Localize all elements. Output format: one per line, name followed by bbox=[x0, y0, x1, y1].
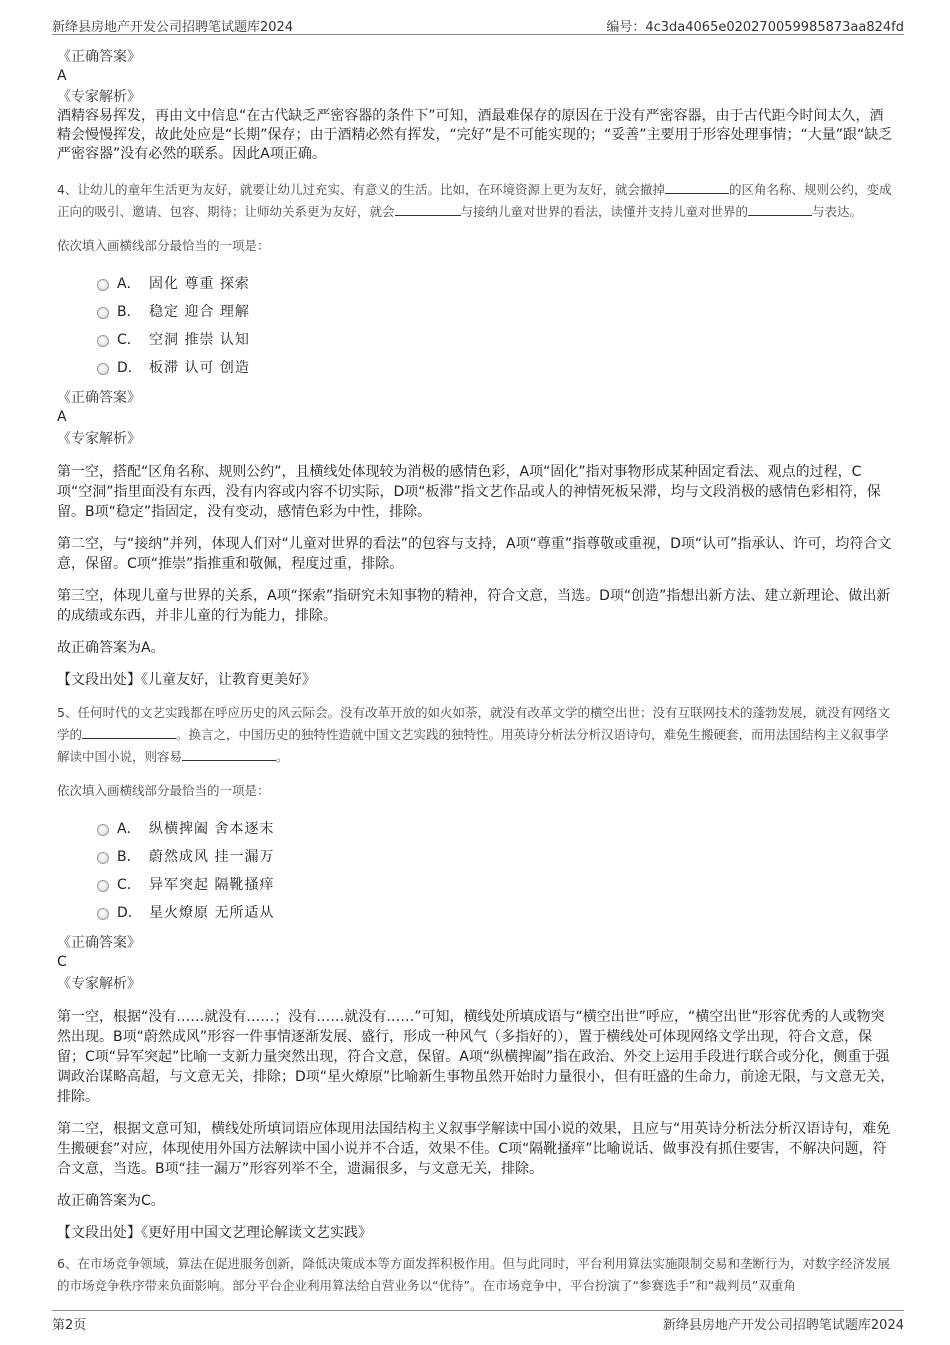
q4-option-c[interactable]: C． 空洞 推崇 认知 bbox=[57, 326, 895, 354]
analysis-label: 《专家解析》 bbox=[57, 89, 141, 105]
q4-analysis-2: 第二空，与“接纳”并列，体现人们对“儿童对世界的看法”的包容与支持，A项“尊重”指尊敬或重视，D项“认可”指承认、许可，均符合文意，保留。C项“推崇”指推重和敬佩，程度过重，排除。 bbox=[57, 536, 892, 572]
footer-page-number: 第2页 bbox=[52, 1318, 87, 1333]
q5-stem-seg2: 。换言之，中国历史的独特性造就中国文艺实践的独特性。用英诗分析法分析汉语诗句，难免生搬硬套，而用法国结构主义叙事学解读中国小说，则容易 bbox=[57, 727, 889, 764]
q4-stem-seg2: 的区角名称、规则公约，变成正向的吸引、邀请、包容、期待；让师幼关系更为友好，就会 bbox=[57, 182, 892, 219]
q5-stem-seg3: 。 bbox=[276, 749, 289, 764]
q3-analysis: 酒精容易挥发，再由文中信息“在古代缺乏严密容器的条件下”可知，酒最难保存的原因在于没有严密容器，由于古代距今时间太久，酒精会慢慢挥发，故此处应是“长期”保存；由于酒精必然有挥发，“完好”是不可能实现的；“妥善”主要用于形容处理事情；“大量”跟“缺乏严密容器”没有必然的联系。因此A项正确。 bbox=[57, 108, 893, 162]
q5-analysis-2: 第二空，根据文意可知，横线处所填词语应体现用法国结构主义叙事学解读中国小说的效果，且应与“用英诗分析法分析汉语诗句，难免生搬硬套”对应，体现使用外国方法解读中国小说并不合适，效果不佳。C项“隔靴搔痒”比喻说话、做事没有抓住要害，不解决问题，符合文意，当选。B项“挂一漏万”形容列举不全，遗漏很多，与文意无关，排除。 bbox=[57, 1121, 891, 1177]
q4-source: 【文段出处】《儿童友好，让教育更美好》 bbox=[57, 672, 316, 688]
q6-stem: 6、在市场竞争领域，算法在促进服务创新，降低决策成本等方面发挥积极作用。但与此同时，平台利用算法实施限制交易和垄断行为，对数字经济发展的市场竞争秩序带来负面影响。部分平台企业利用算法给自营业务以“优待”。在市场竞争中，平台扮演了“参赛选手”和“裁判员”双重角 bbox=[57, 1256, 890, 1293]
footer-title: 新绛县房地产开发公司招聘笔试题库2024 bbox=[662, 1318, 904, 1333]
q4-answer: A bbox=[57, 409, 67, 425]
q4-blank-2 bbox=[395, 201, 461, 216]
q5-option-c[interactable]: C． 异军突起 隔靴搔痒 bbox=[57, 871, 895, 899]
header-code-value: 4c3da4065e020270059985873aa824fd bbox=[645, 20, 904, 35]
radio-icon[interactable] bbox=[97, 279, 109, 291]
q5-blank-1 bbox=[82, 724, 176, 739]
header-title: 新绛县房地产开发公司招聘笔试题库2024 bbox=[52, 20, 294, 35]
radio-icon[interactable] bbox=[97, 363, 109, 375]
q5-analysis-1: 第一空，根据“没有……就没有……；没有……就没有……”可知，横线处所填成语与“横空出世”呼应，“横空出世”形容优秀的人或物突然出现。B项“蔚然成风”形容一件事情逐渐发展、盛行，形成一种风气（多指好的），置于横线处可体现网络文学出现，符合文意，保留；C项“异军突起”比喻一支新力量突然出现，符合文意，保留。A项“纵横捭阖”指在政治、外交上运用手段进行联合或分化，侧重于强调政治谋略高超，与文意无关，排除；D项“星火燎原”比喻新生事物虽然开始时力量很小，但有旺盛的生命力，前途无限，与文意无关，排除。 bbox=[57, 1009, 895, 1105]
header-divider bbox=[52, 34, 904, 35]
q4-analysis-1: 第一空，搭配“区角名称、规则公约”，且横线处体现较为消极的感情色彩，A项“固化”指对事物形成某种固定看法、观点的过程，C项“空洞”指里面没有东西，没有内容或内容不切实际，D项“板滞”指文艺作品或人的神情死板呆滞，均与文段消极的感情色彩相符，保留。B项“稳定”指固定，没有变动，感情色彩为中性，排除。 bbox=[57, 464, 881, 520]
answer-label: 《正确答案》 bbox=[57, 935, 141, 951]
header-code bbox=[606, 16, 904, 35]
radio-icon[interactable] bbox=[97, 852, 109, 864]
q5-option-d[interactable]: D． 星火燎原 无所适从 bbox=[57, 899, 895, 927]
q5-stem-seg1: 5、任何时代的文艺实践都在呼应历史的风云际会。没有改革开放的如火如荼，就没有改革文学的横空出世；没有互联网技术的蓬勃发展，就没有网络文学的 bbox=[57, 705, 890, 742]
header-code-label: 编号： bbox=[606, 20, 646, 35]
radio-icon[interactable] bbox=[97, 335, 109, 347]
q4-option-a[interactable]: A． 固化 尊重 探索 bbox=[57, 270, 895, 298]
q5-option-b[interactable]: B． 蔚然成风 挂一漏万 bbox=[57, 843, 895, 871]
q4-analysis-4: 故正确答案为A。 bbox=[57, 640, 165, 656]
q4-stem-seg3: 与接纳儿童对世界的看法，读懂并支持儿童对世界的 bbox=[460, 204, 749, 219]
answer-label: 《正确答案》 bbox=[57, 49, 141, 65]
q4-option-d[interactable]: D． 板滞 认可 创造 bbox=[57, 354, 895, 382]
q5-analysis-3: 故正确答案为C。 bbox=[57, 1193, 165, 1209]
q5-blank-2 bbox=[182, 746, 276, 761]
radio-icon[interactable] bbox=[97, 908, 109, 920]
q5-prompt: 依次填入画横线部分最恰当的一项是： bbox=[57, 783, 270, 798]
document-body bbox=[57, 44, 895, 1297]
q4-stem-seg4: 与表达。 bbox=[812, 204, 863, 219]
q5-options bbox=[57, 815, 895, 927]
q4-stem bbox=[57, 179, 895, 223]
q4-options bbox=[57, 270, 895, 382]
q4-option-b[interactable]: B． 稳定 迎合 理解 bbox=[57, 298, 895, 326]
q4-prompt: 依次填入画横线部分最恰当的一项是： bbox=[57, 238, 270, 253]
analysis-label: 《专家解析》 bbox=[57, 976, 141, 992]
answer-label: 《正确答案》 bbox=[57, 390, 141, 406]
q5-option-a[interactable]: A． 纵横捭阖 舍本逐末 bbox=[57, 815, 895, 843]
q4-blank-3 bbox=[748, 201, 812, 216]
q5-answer: C bbox=[57, 954, 67, 970]
q5-source: 【文段出处】《更好用中国文艺理论解读文艺实践》 bbox=[57, 1225, 372, 1241]
q4-stem-seg1: 4、让幼儿的童年生活更为友好，就要让幼儿过充实、有意义的生活。比如，在环境资源上更为友好，就会撤掉 bbox=[57, 182, 665, 197]
q4-blank-1 bbox=[665, 179, 729, 194]
q3-answer: A bbox=[57, 68, 67, 84]
q4-analysis-3: 第三空，体现儿童与世界的关系，A项“探索”指研究未知事物的精神，符合文意，当选。D项“创造”指想出新方法、建立新理论、做出新的成绩或东西，并非儿童的行为能力，排除。 bbox=[57, 588, 891, 624]
radio-icon[interactable] bbox=[97, 880, 109, 892]
footer-divider bbox=[52, 1310, 904, 1311]
radio-icon[interactable] bbox=[97, 824, 109, 836]
radio-icon[interactable] bbox=[97, 307, 109, 319]
q5-stem bbox=[57, 702, 895, 768]
analysis-label: 《专家解析》 bbox=[57, 431, 141, 447]
